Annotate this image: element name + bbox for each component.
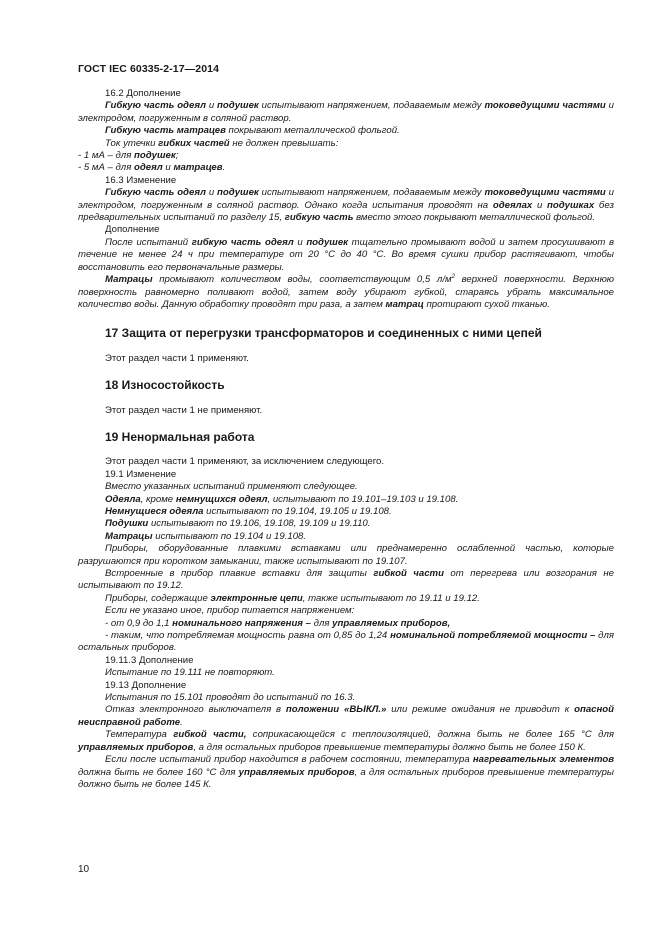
paragraph: Матрацы промывают количеством воды, соответствующим 0,5 $л/м^2$ верхней поверхности. Верхнюю поверхность равномерно поливают водой, затем воду убирают губкой, стараясь убрать максимальное количество воды. Данную обработку проводят три раза, а затем матрац протирают сухой тканью. [78, 273, 614, 310]
list-item: - 5 мА – для одеял и матрацев. [78, 162, 226, 174]
list-item: - от 0,9 до 1,1 номинального напряжения – для управляемых приборов, [105, 617, 451, 629]
clause-19-11-3: 19.11.3 Дополнение [105, 654, 194, 666]
paragraph: Испытание по 19.111 не повторяют. [105, 667, 275, 679]
paragraph: Вместо указанных испытаний применяют следующее. [105, 481, 358, 493]
paragraph: Если не указано иное, прибор питается напряжением: [105, 605, 355, 617]
paragraph: Испытания по 15.101 проводят до испытаний по 16.3. [105, 692, 356, 704]
clause-16-2: 16.2 Дополнение [105, 88, 181, 99]
paragraph: Приборы, содержащие электронные цепи, также испытывают по 19.11 и 19.12. [105, 592, 480, 604]
paragraph: Немнущиеся одеяла испытывают по 19.104, 19.105 и 19.108. [105, 505, 392, 517]
section-18-text: Этот раздел части 1 не применяют. [105, 404, 263, 416]
standard-header: ГОСТ IEC 60335-2-17—2014 [78, 63, 220, 75]
paragraph: Гибкую часть одеял и подушек испытывают напряжением, подаваемым между токоведущими частями и электродом, погруженным в соляной раствор. Однако когда испытания проводят на одеялах и подушках без предварительных испытаний по разделу 15, гибкую часть вместо этого покрывают металлической фольгой. [78, 187, 615, 224]
clause-16-3: 16.3 Изменение [105, 174, 177, 186]
paragraph: Если после испытаний прибор находится в рабочем состоянии, температура нагревательных элементов должна быть не более 160 °С для управляемых приборов, а для остальных приборов превышение температуры должно быть не более 145 К. [78, 754, 614, 790]
paragraph: Встроенные в прибор плавкие вставки для защиты гибкой части от перегрева или возгорания не испытывают по 19.12. [78, 568, 614, 592]
clause-19-13: 19.13 Дополнение [105, 679, 187, 691]
paragraph: Одеяла, кроме немнущихся одеял, испытывают по 19.101–19.103 и 19.108. [105, 493, 459, 505]
paragraph: Гибкую часть одеял и подушек испытывают напряжением, подаваемым между токоведущими частями и электродом, погруженным в соляной раствор. [78, 100, 614, 124]
paragraph: Гибкую часть матрацев покрывают металлической фольгой. [105, 125, 400, 137]
paragraph: Матрацы испытывают по 19.104 и 19.108. [105, 530, 307, 542]
list-item: - 1 мА – для подушек; [78, 150, 179, 162]
paragraph: Отказ электронного выключателя в положении «ВЫКЛ.» или режиме ожидания не приводит к опасной неисправной работе. [78, 704, 615, 728]
document-body [78, 88, 614, 791]
clause-19-1: 19.1 Изменение [105, 468, 177, 480]
page-number: 10 [78, 864, 90, 875]
section-17-heading: 17 Защита от перегрузки трансформаторов и соединенных с ними цепей [105, 326, 542, 341]
paragraph: Этот раздел части 1 применяют, за исключением следующего. [105, 456, 385, 468]
section-18-heading: 18 Износостойкость [105, 378, 225, 393]
paragraph: После испытаний гибкую часть одеял и подушек тщательно промывают водой и затем просушивают в течение не менее 24 ч при температуре от 20 °С до 40 °С. Во время сушки прибор растягивают, чтобы восстановить его первоначальные размеры. [78, 236, 614, 273]
paragraph: Приборы, оборудованные плавкими вставками или преднамеренно ослабленной частью, которые разрушаются при коротком замыкании, также испытывают по 19.107. [78, 543, 614, 567]
section-17-text: Этот раздел части 1 применяют. [105, 352, 249, 364]
paragraph: Температура гибкой части, соприкасающейся с теплоизоляцией, должна быть не более 165 °С для управляемых приборов, а для остальных приборов превышение температуры должно быть не более 150 К. [78, 729, 614, 753]
paragraph: Ток утечки гибких частей не должен превышать: [105, 137, 339, 149]
paragraph: Подушки испытывают по 19.106, 19.108, 19.109 и 19.110. [105, 518, 371, 530]
section-19-heading: 19 Ненормальная работа [105, 429, 255, 444]
addendum-label: Дополнение [105, 224, 160, 236]
list-item: - таким, что потребляемая мощность равна от 0,85 до 1,24 номинальной потребляемой мощности – для остальных приборов. [78, 630, 614, 654]
